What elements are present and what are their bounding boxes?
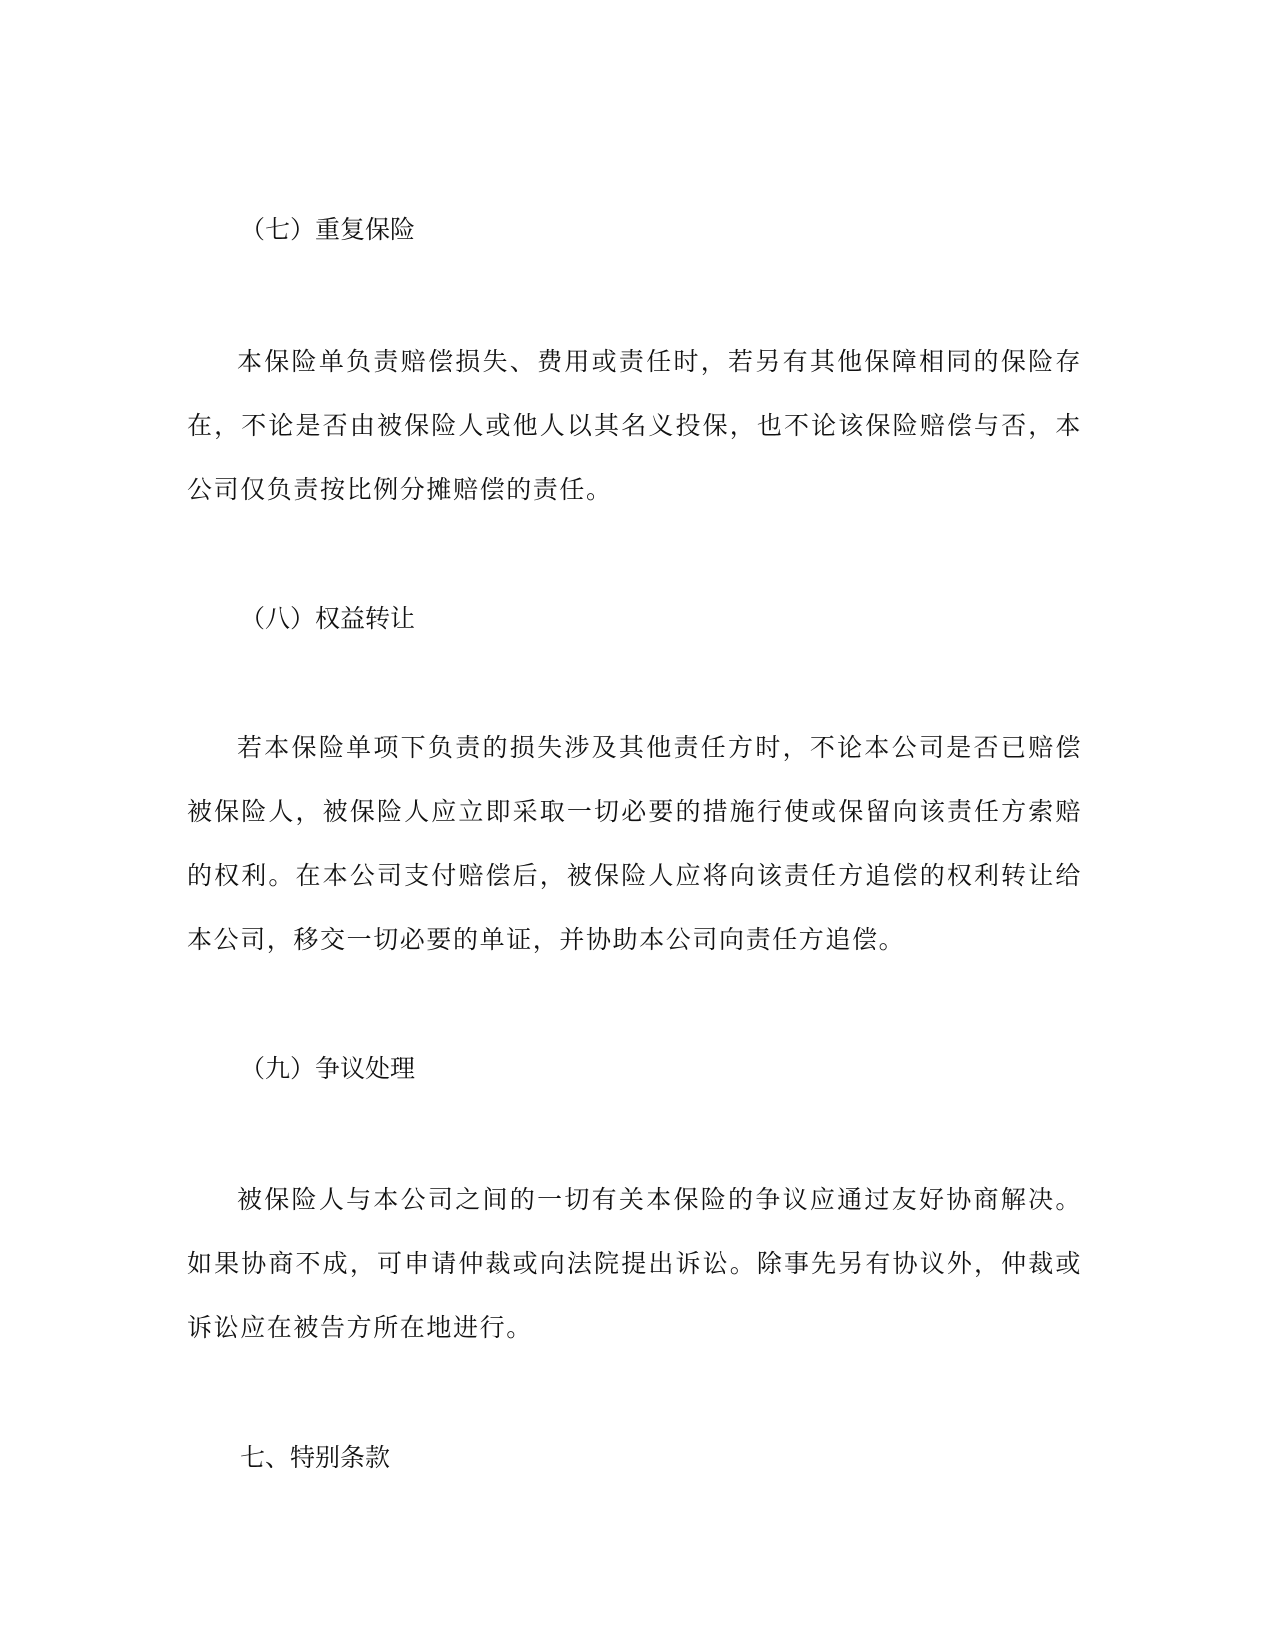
- section-heading-subrogation: （八）权益转让: [240, 604, 416, 633]
- section-heading-duplicate-insurance: （七）重复保险: [240, 215, 416, 244]
- section-body-duplicate-insurance: 本保险单负责赔偿损失、费用或责任时，若另有其他保障相同的保险存在，不论是否由被保险人或他人以其名义投保，也不论该保险赔偿与否，本公司仅负责按比例分摊赔偿的责任。: [187, 347, 1082, 504]
- section-heading-dispute-resolution: （九）争议处理: [240, 1054, 416, 1083]
- section-body-dispute-resolution: 被保险人与本公司之间的一切有关本保险的争议应通过友好协商解决。如果协商不成，可申请仲裁或向法院提出诉讼。除事先另有协议外，仲裁或诉讼应在被告方所在地进行。: [187, 1185, 1082, 1342]
- special-clauses-title: 七、特别条款: [240, 1443, 391, 1472]
- section-body-subrogation: 若本保险单项下负责的损失涉及其他责任方时，不论本公司是否已赔偿被保险人，被保险人应立即采取一切必要的措施行使或保留向该责任方索赔的权利。在本公司支付赔偿后，被保险人应将向该责任方追偿的权利转让给本公司，移交一切必要的单证，并协助本公司向责任方追偿。: [187, 733, 1082, 954]
